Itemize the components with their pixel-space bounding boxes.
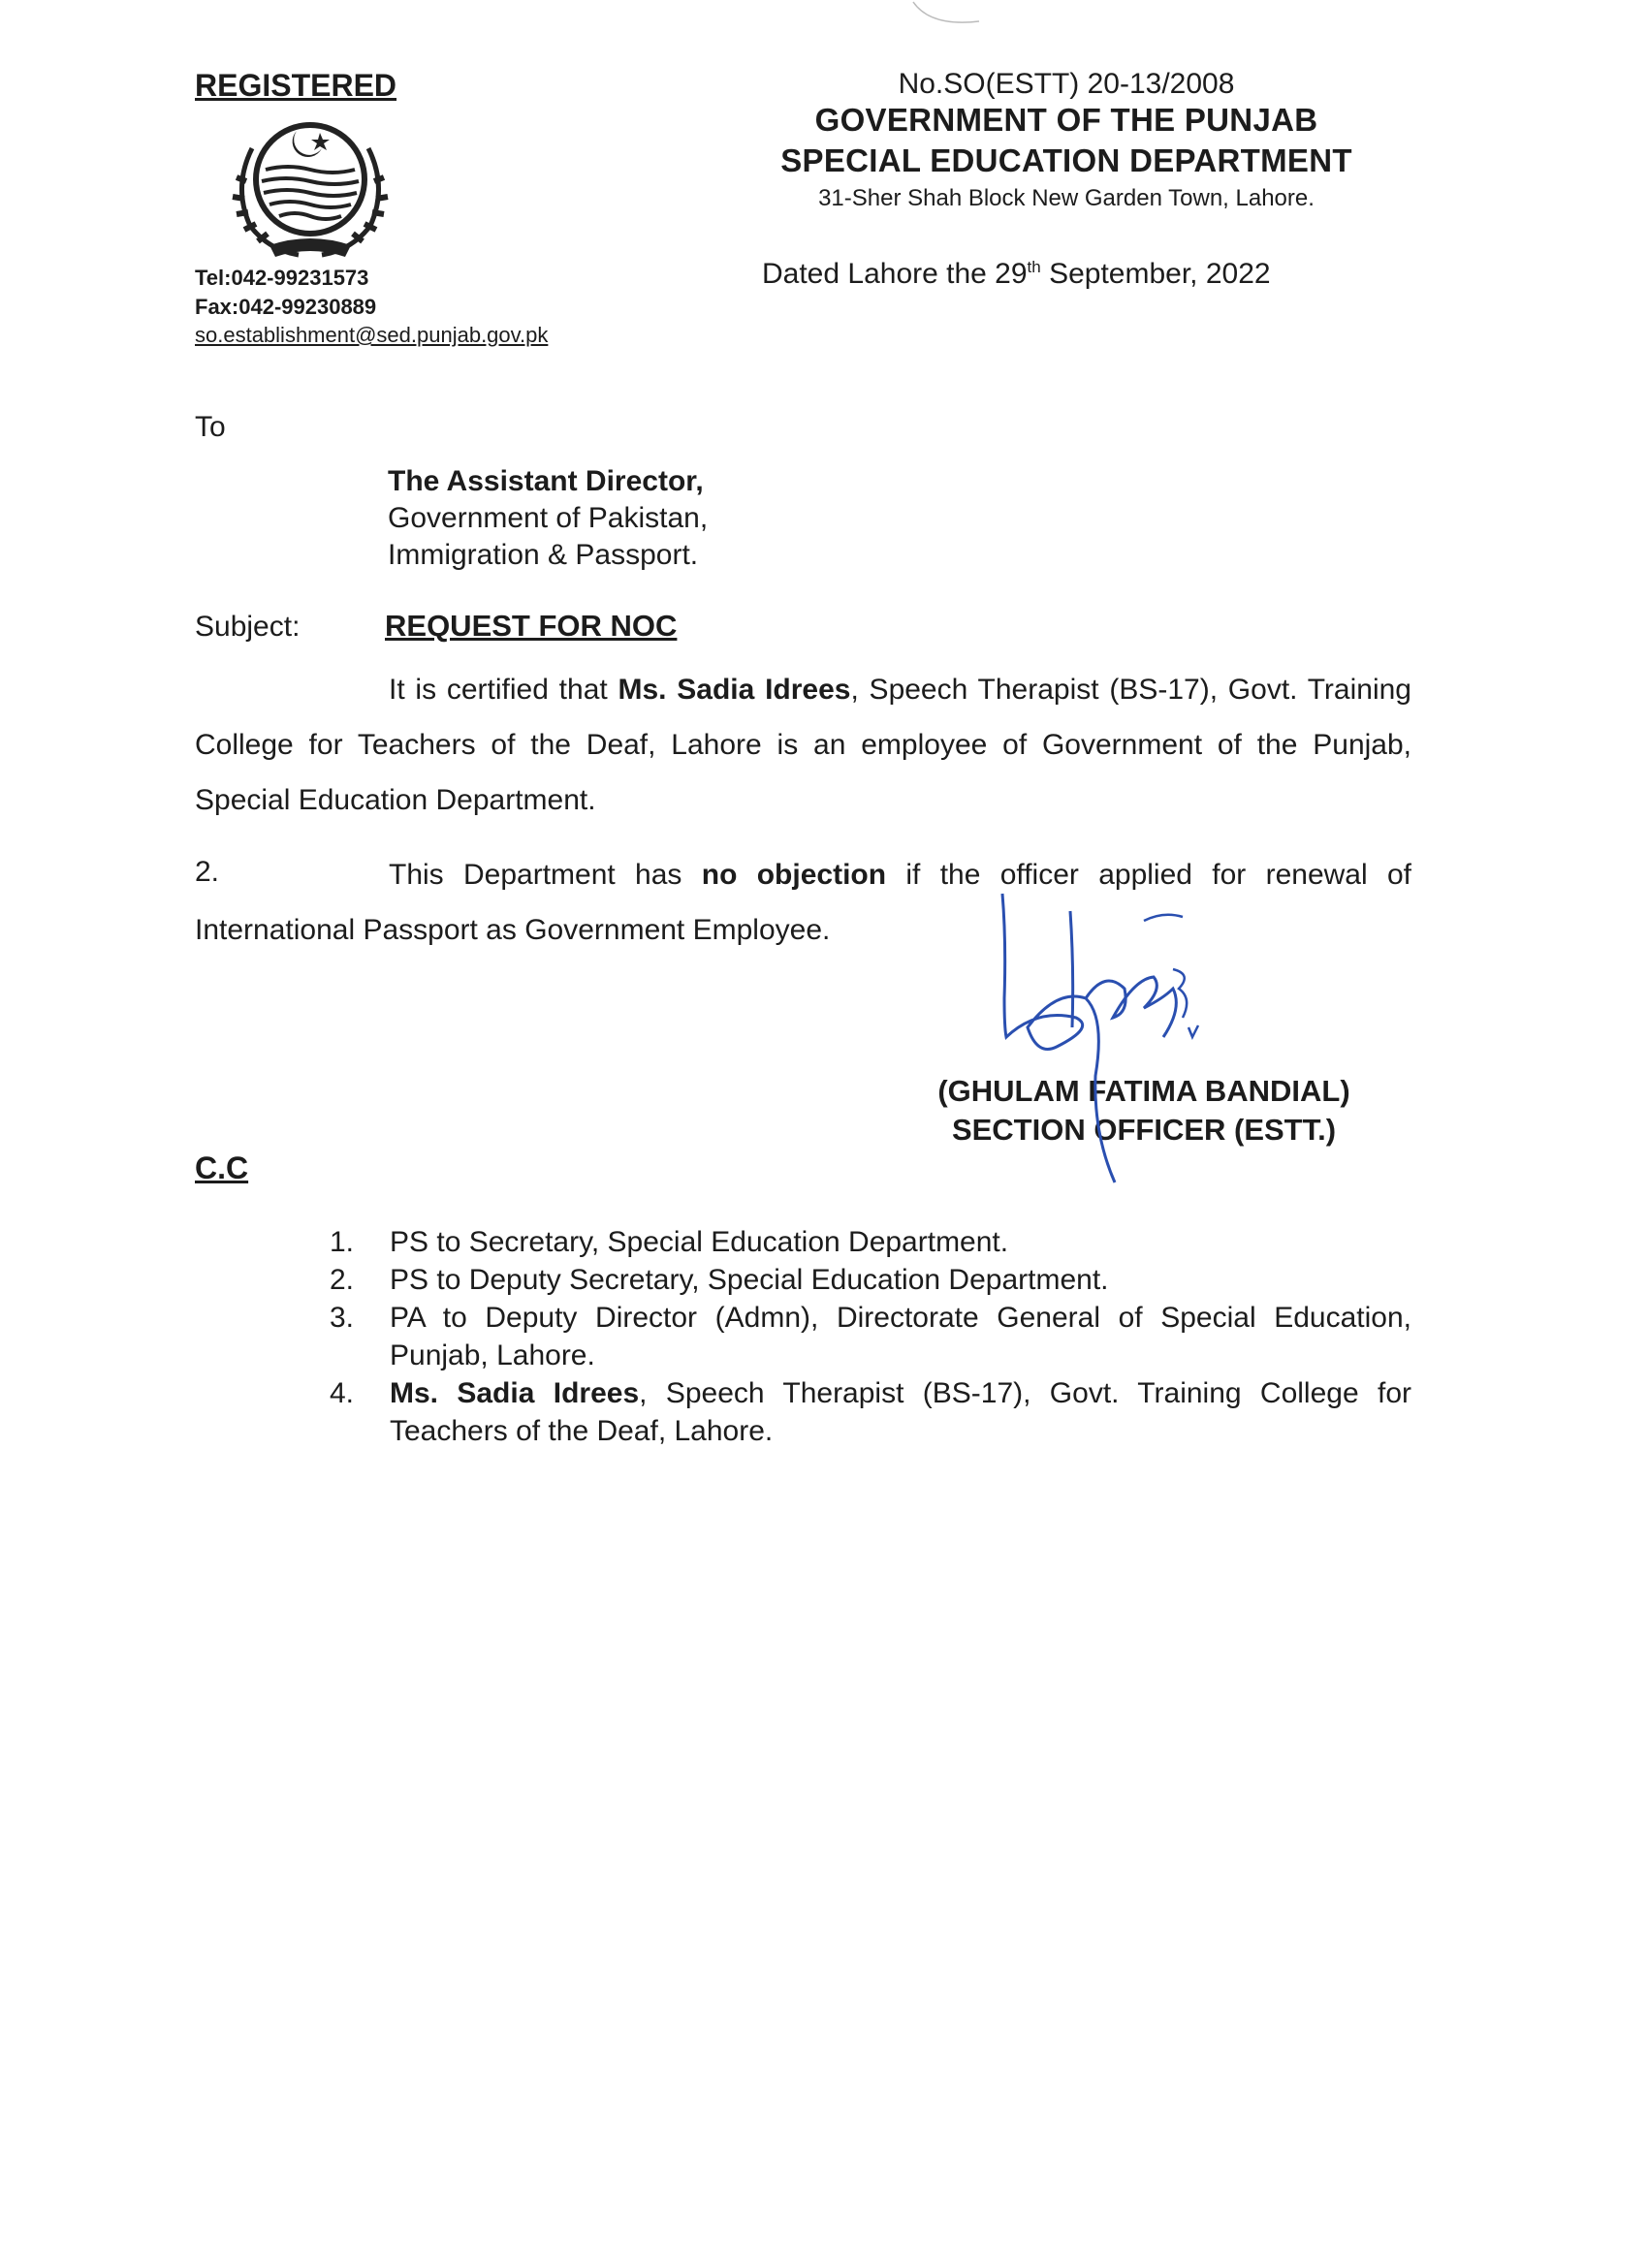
- scan-mark: [911, 0, 989, 29]
- handwritten-signature: [998, 882, 1231, 1192]
- p2-intro: This Department has: [389, 859, 702, 891]
- signatory-name: (GHULAM FATIMA BANDIAL): [937, 1074, 1350, 1108]
- list-item: [330, 1261, 1411, 1299]
- telephone-number: Tel:042-99231573: [195, 266, 369, 290]
- recipient-title: The Assistant Director,: [388, 465, 704, 497]
- p2-rest: if the officer applied for renewal of International Passport as Government Employee.: [195, 859, 1411, 946]
- cc-text: PS to Deputy Secretary, Special Education Department.: [390, 1264, 1109, 1296]
- cc-text: PS to Secretary, Special Education Department.: [390, 1226, 1009, 1258]
- employee-name: Ms. Sadia Idrees: [618, 674, 851, 706]
- p1-rest: , Speech Therapist (BS-17), Govt. Training College for Teachers of the Deaf, Lahore is an employee of Government of the Punjab, Special Education Department.: [195, 674, 1411, 816]
- p1-intro: It is certified that: [389, 674, 618, 706]
- date-prefix: Dated Lahore the 29: [762, 258, 1028, 290]
- list-item: [330, 1299, 1411, 1374]
- cc-number: 1.: [330, 1226, 355, 1258]
- letter-date: [762, 258, 1271, 291]
- to-label: To: [195, 411, 226, 443]
- cc-list: [330, 1223, 1411, 1450]
- fax-number: Fax:042-99230889: [195, 295, 377, 319]
- paragraph-2-number: 2.: [195, 856, 220, 888]
- cc-number: 3.: [330, 1302, 355, 1334]
- paragraph-1: [195, 662, 1411, 828]
- cc-number: 4.: [330, 1377, 355, 1409]
- no-objection-phrase: no objection: [701, 859, 887, 891]
- department-heading: SPECIAL EDUCATION DEPARTMENT: [780, 142, 1352, 178]
- cc-bold-name: Ms. Sadia Idrees: [390, 1377, 640, 1409]
- reference-number: No.SO(ESTT) 20-13/2008: [898, 68, 1235, 100]
- department-address: 31-Sher Shah Block New Garden Town, Lahore.: [818, 185, 1315, 211]
- list-item: [330, 1223, 1411, 1261]
- cc-rest: , Speech Therapist (BS-17), Govt. Training College for Teachers of the Deaf, Lahore.: [390, 1377, 1412, 1447]
- signatory-designation: SECTION OFFICER (ESTT.): [951, 1113, 1337, 1147]
- government-heading: GOVERNMENT OF THE PUNJAB: [814, 102, 1318, 138]
- subject-text: REQUEST FOR NOC: [385, 609, 678, 643]
- punjab-emblem-icon: [215, 110, 405, 265]
- date-ordinal: th: [1027, 258, 1041, 276]
- cc-label: C.C: [195, 1150, 249, 1185]
- date-suffix: September, 2022: [1040, 258, 1271, 290]
- email-address: so.establishment@sed.punjab.gov.pk: [195, 323, 549, 347]
- registered-label: REGISTERED: [195, 68, 397, 103]
- subject-label: Subject:: [195, 611, 301, 643]
- recipient-line-1: Government of Pakistan,: [388, 502, 709, 534]
- cc-number: 2.: [330, 1264, 355, 1296]
- cc-text: [390, 1374, 1411, 1450]
- list-item: [330, 1374, 1411, 1450]
- cc-text: PA to Deputy Director (Admn), Directorate General of Special Education, Punjab, Lahore.: [390, 1302, 1411, 1371]
- recipient-line-2: Immigration & Passport.: [388, 539, 699, 571]
